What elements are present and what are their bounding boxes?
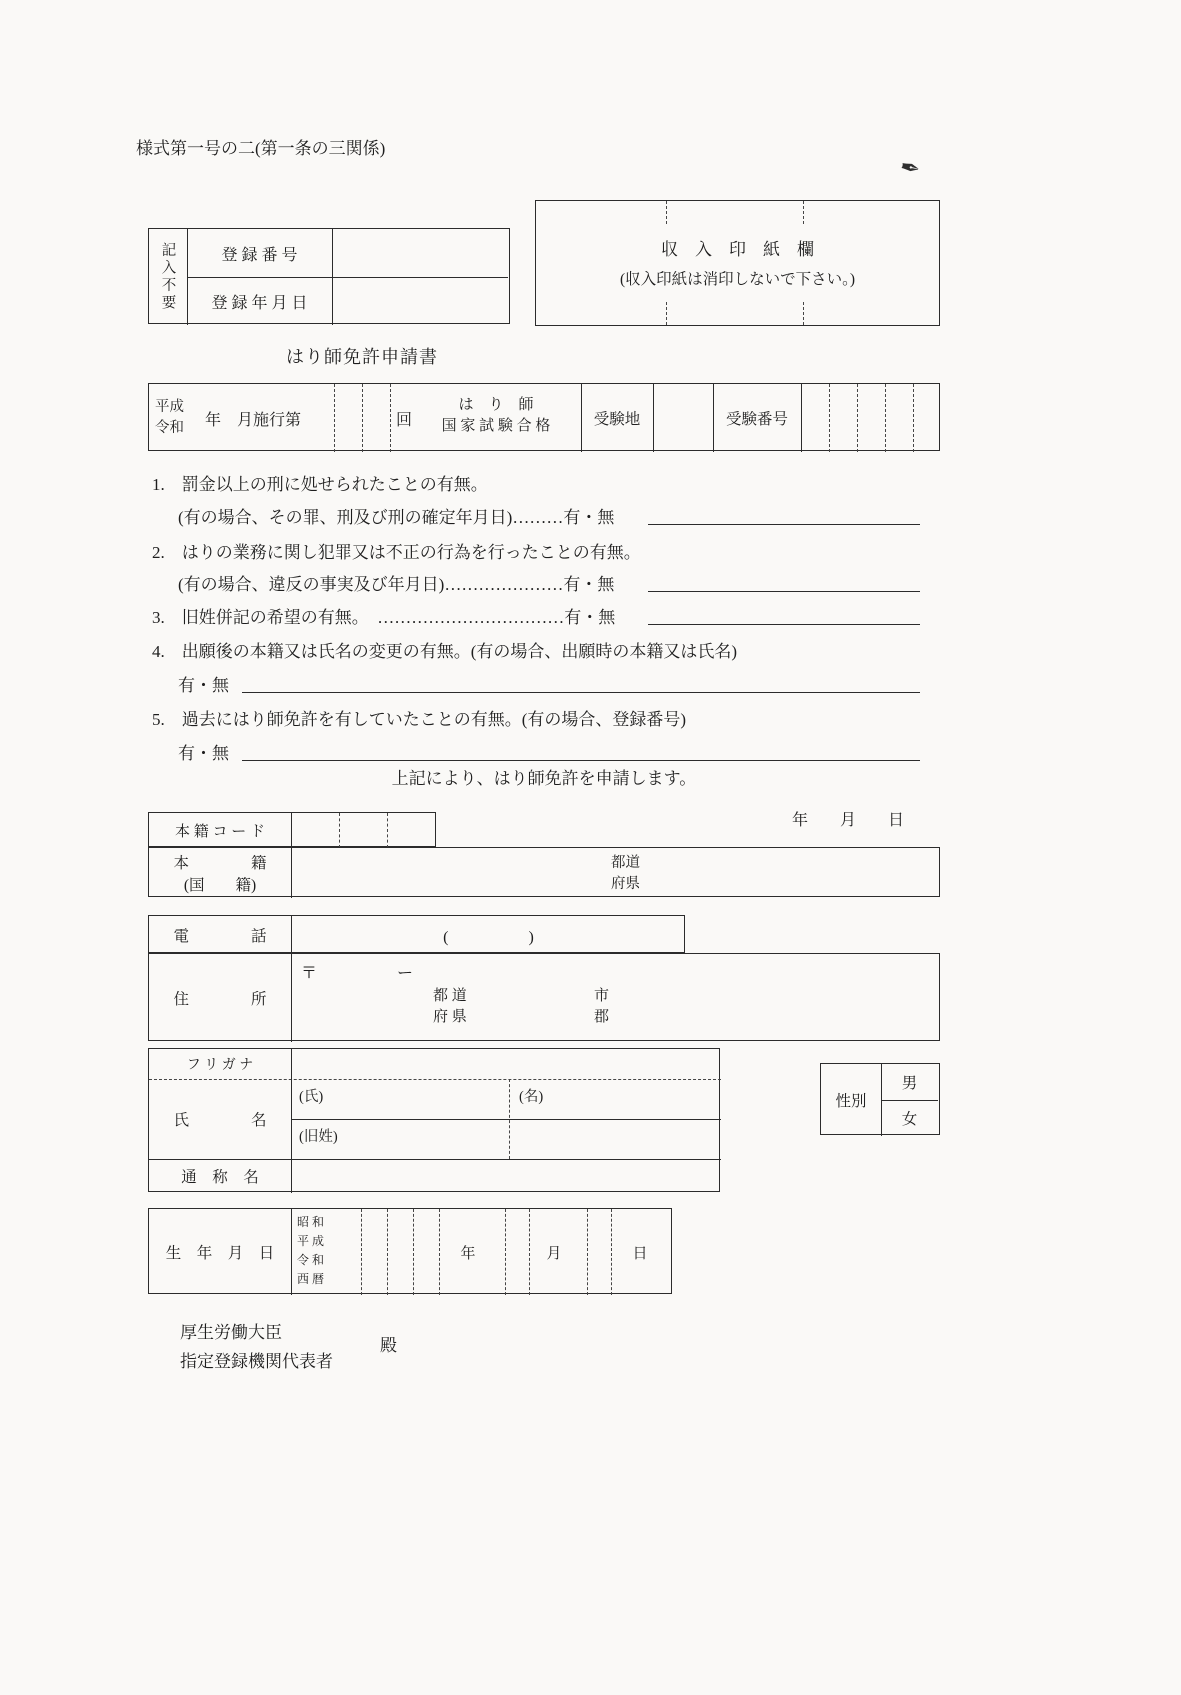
last-name-label: (氏) — [299, 1089, 324, 1105]
question-3-dots: …………………………… — [360, 608, 565, 627]
question-1-answer-line — [648, 524, 920, 525]
stamp-guide-line — [666, 201, 667, 224]
maiden-name-label: (旧姓) — [299, 1129, 338, 1145]
stamp-box-title: 収 入 印 紙 欄 — [661, 240, 814, 259]
question-4-yes-no: 有・無 — [178, 676, 229, 695]
exam-number-label: 受験番号 — [725, 411, 788, 428]
postal-mark: 〒 — [301, 965, 318, 982]
question-5-text: 5. 過去にはり師免許を有していたことの有無。(有の場合、登録番号) — [152, 710, 687, 729]
dashed-divider — [857, 384, 858, 452]
furigana-field — [291, 1049, 721, 1079]
prefecture-suffix-line2: 府 県 — [433, 1009, 467, 1026]
question-3-yes-no: 有・無 — [564, 608, 616, 627]
question-2-text: 2. はりの業務に関し犯罪又は不正の行為を行ったことの有無。 — [152, 543, 641, 562]
gender-female-option: 女 — [901, 1111, 918, 1128]
question-3-answer-line — [648, 624, 920, 625]
postal-dash: ー — [397, 965, 414, 982]
question-1-yes-no: 有・無 — [563, 508, 615, 527]
era-heisei-label: 平 成 — [297, 1233, 325, 1248]
dashed-divider — [361, 1209, 362, 1295]
stamp-guide-line — [803, 302, 804, 325]
phone-label: 電 話 — [173, 928, 267, 945]
form-number-label: 様式第一号の二(第一条の三関係) — [136, 139, 386, 158]
dashed-divider — [413, 1209, 414, 1295]
no-entry-label: 記入不要 — [159, 242, 176, 312]
birth-month-label: 月 — [546, 1245, 562, 1262]
divider — [291, 1209, 292, 1295]
registration-agency-label: 指定登録機関代表者 — [180, 1352, 333, 1371]
dashed-divider — [885, 384, 886, 452]
birthdate-label: 生 年 月 日 — [165, 1245, 275, 1262]
exam-table — [148, 383, 940, 451]
prefecture-suffix-line2: 府県 — [611, 875, 640, 892]
exam-place-field — [653, 384, 713, 452]
honseki-code-label: 本 籍 コ ー ド — [174, 824, 265, 840]
divider — [801, 384, 802, 452]
dashed-divider — [529, 1209, 530, 1295]
registration-number-label: 登 録 番 号 — [221, 246, 298, 264]
dashed-divider — [913, 384, 914, 452]
dashed-divider — [362, 384, 363, 452]
dashed-divider — [334, 384, 335, 452]
question-2-condition-text: (有の場合、違反の事実及び年月日)………………… — [178, 575, 564, 594]
address-city-suffix — [594, 986, 609, 1029]
dashed-divider — [387, 1209, 388, 1295]
pen-mark-icon: ✒ — [897, 154, 923, 184]
honseki-label-line1: 本 籍 — [173, 855, 267, 872]
era-seireki-label: 西 暦 — [297, 1271, 325, 1286]
registration-date-field — [332, 277, 508, 325]
address-label: 住 所 — [173, 991, 267, 1008]
exam-name-line2: 国 家 試 験 合 格 — [441, 418, 551, 435]
gender-male-option: 男 — [901, 1075, 918, 1092]
era-showa-label: 昭 和 — [297, 1215, 325, 1229]
honseki-row — [148, 847, 940, 897]
question-1-text: 1. 罰金以上の刑に処せられたことの有無。 — [152, 475, 488, 494]
name-table — [148, 1048, 720, 1192]
form-title: はり師免許申請書 — [286, 347, 438, 367]
first-name-label: (名) — [519, 1089, 544, 1105]
era-labels — [155, 397, 184, 438]
alias-name-field — [291, 1159, 721, 1193]
divider — [291, 1119, 721, 1120]
dashed-divider — [390, 384, 391, 452]
dono-honorific: 殿 — [380, 1336, 397, 1355]
registration-number-field — [332, 229, 508, 277]
registration-box — [148, 228, 510, 324]
question-3-text — [152, 603, 615, 628]
city-suffix-line1: 市 — [594, 988, 610, 1004]
exam-name — [413, 395, 579, 438]
stamp-box-note: (収入印紙は消印しないで下さい。) — [619, 271, 856, 288]
question-5-yes-no: 有・無 — [178, 744, 229, 763]
stamp-guide-line — [803, 201, 804, 224]
question-4-text: 4. 出願後の本籍又は氏名の変更の有無。(有の場合、出願時の本籍又は氏名) — [152, 642, 738, 661]
phone-row — [148, 915, 685, 953]
city-suffix-line2: 郡 — [594, 1009, 610, 1026]
birth-year-label: 年 — [460, 1245, 476, 1262]
dashed-divider — [611, 1209, 612, 1295]
era-heisei-label: 平成 — [155, 399, 184, 415]
era-reiwa-label: 令 和 — [297, 1252, 325, 1267]
birth-day-label: 日 — [632, 1245, 648, 1262]
question-2-condition — [178, 570, 614, 595]
divider — [291, 813, 292, 848]
question-2-answer-line — [648, 591, 920, 592]
honseki-field — [291, 848, 611, 898]
exam-counter-label: 回 — [395, 411, 412, 429]
stamp-box — [535, 200, 940, 326]
dashed-divider — [829, 384, 830, 452]
question-1-condition-text: (有の場合、その罪、刑及び刑の確定年月日)……… — [178, 508, 564, 527]
question-3-main-text: 3. 旧姓併記の希望の有無。 — [152, 608, 361, 627]
address-row — [148, 953, 940, 1041]
minister-label: 厚生労働大臣 — [180, 1323, 282, 1342]
dashed-divider — [339, 813, 340, 848]
full-name-label: 氏 名 — [173, 1112, 267, 1129]
dashed-divider — [587, 1209, 588, 1295]
honseki-label-line2: (国 籍) — [183, 877, 257, 894]
honseki-code-row — [148, 812, 436, 847]
era-reiwa-label: 令和 — [155, 419, 184, 436]
birthdate-table — [148, 1208, 672, 1294]
address-prefecture-suffix — [433, 986, 467, 1029]
gender-label: 性別 — [835, 1093, 867, 1110]
question-2-yes-no: 有・無 — [563, 575, 615, 594]
registration-date-label: 登 録 年 月 日 — [211, 294, 308, 312]
gender-table — [820, 1063, 940, 1135]
question-4-answer-line — [242, 692, 920, 693]
alias-name-label: 通 称 名 — [181, 1169, 259, 1186]
application-date-line: 年 月 日 — [792, 812, 905, 829]
question-1-condition — [178, 503, 614, 528]
dashed-divider — [387, 813, 388, 848]
honseki-label — [149, 853, 291, 897]
phone-field: ( ) — [443, 928, 534, 946]
exam-session-prefix: 年 月施行第 — [205, 411, 302, 429]
honseki-prefecture-suffix — [611, 853, 640, 894]
question-5-answer-line — [242, 760, 920, 761]
dashed-divider — [439, 1209, 440, 1295]
prefecture-suffix-line1: 都 道 — [433, 988, 467, 1004]
dashed-divider — [505, 1209, 506, 1295]
prefecture-suffix-line1: 都道 — [611, 855, 640, 871]
furigana-label: フ リ ガ ナ — [186, 1058, 254, 1073]
divider — [291, 954, 292, 1042]
exam-place-label: 受験地 — [593, 411, 641, 428]
exam-name-line1: は り 師 — [458, 397, 534, 413]
declaration-text: 上記により、はり師免許を申請します。 — [391, 769, 697, 788]
stamp-guide-line — [666, 302, 667, 325]
birth-era-labels — [297, 1213, 324, 1289]
